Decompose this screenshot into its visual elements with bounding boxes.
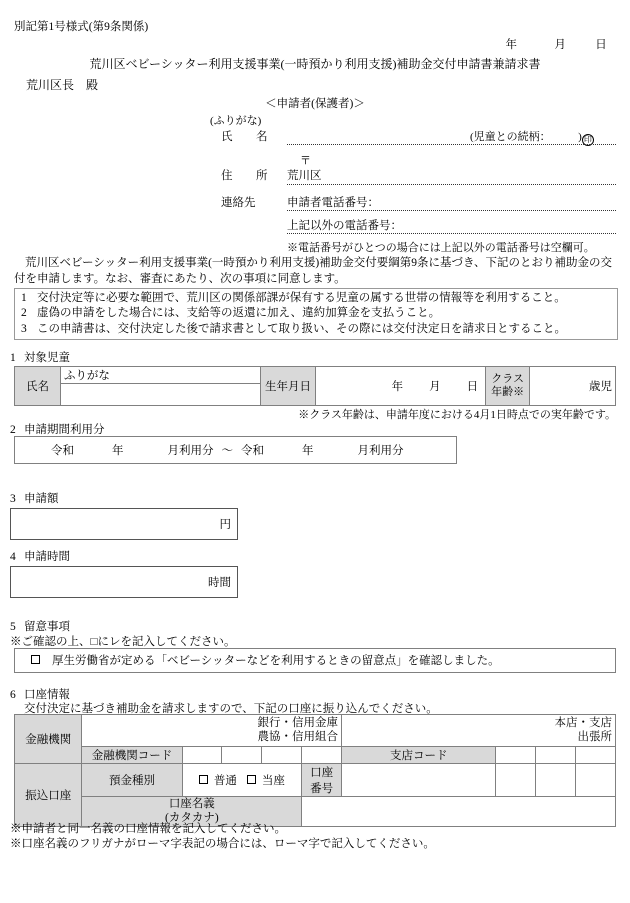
consent-item-number: 1 bbox=[21, 292, 27, 304]
section-5-number: 5 bbox=[10, 621, 16, 633]
branch-code-cell[interactable] bbox=[536, 747, 576, 764]
current-deposit-checkbox[interactable] bbox=[247, 775, 256, 784]
intro-paragraph: 荒川区ベビーシッター利用支援事業(一時預かり利用支援)補助金交付要綱第9条に基づき、下記のとおり補助金の交付を申請します。なお、審査にあたり、次の事項に同意します。 bbox=[14, 257, 613, 285]
consent-item-text: この申請書は、交付決定した後で請求書として取り扱い、その際には交付決定日を請求日とすること。 bbox=[37, 322, 566, 335]
page-title: 荒川区ベビーシッター利用支援事業(一時預かり利用支援)補助金交付申請書兼請求書 bbox=[89, 57, 541, 71]
branch-code-header: 支店コード bbox=[342, 747, 496, 764]
applicant-contact-label: 連絡先 bbox=[221, 197, 256, 209]
confirm-checkbox-label: 厚生労働省が定める「ベビーシッターなどを利用するときの留意点」を確認しました。 bbox=[52, 655, 500, 667]
applicant-section-heading: ＜申請者(保護者)＞ bbox=[265, 98, 365, 110]
class-age-header bbox=[486, 367, 530, 406]
child-name-input[interactable] bbox=[60, 384, 260, 406]
birth-day-label: 日 bbox=[466, 381, 479, 393]
date-line bbox=[488, 36, 616, 52]
institution-code-cell[interactable] bbox=[302, 747, 342, 764]
bank-kind-line1: 銀行・信用金庫 bbox=[257, 717, 339, 730]
date-year-label: 年 bbox=[505, 39, 517, 51]
section-heading-2 bbox=[10, 421, 105, 437]
branch-code-cell[interactable] bbox=[496, 747, 536, 764]
period-tilde: ～ bbox=[221, 445, 233, 457]
applicant-name-label: 氏 名 bbox=[221, 131, 274, 143]
form-number: 別記第1号様式(第9条関係) bbox=[14, 21, 149, 33]
period-month-to: 月利用分 bbox=[357, 445, 404, 457]
account-number-cell[interactable] bbox=[342, 764, 496, 797]
table-row bbox=[15, 747, 616, 764]
applicant-name-input[interactable] bbox=[287, 144, 616, 145]
section-6-number: 6 bbox=[10, 689, 16, 701]
section-heading-1 bbox=[10, 349, 70, 365]
confirm-checkbox[interactable] bbox=[31, 655, 40, 664]
branch-kind-line1: 本店・支店 bbox=[554, 717, 612, 730]
section-heading-4 bbox=[10, 548, 70, 564]
footer-note-2: ※口座名義のフリガナがローマ字表記の場合には、ローマ字で記入してください。 bbox=[10, 838, 435, 850]
seal-icon: 印 bbox=[583, 135, 592, 144]
period-year-from: 年 bbox=[112, 445, 124, 457]
birth-year-label: 年 bbox=[391, 381, 404, 393]
section-2-number: 2 bbox=[10, 424, 16, 436]
institution-code-cell[interactable] bbox=[222, 747, 262, 764]
child-furigana-label: ふりがな bbox=[60, 367, 260, 384]
consent-item bbox=[21, 306, 613, 321]
deposit-type-header: 預金種別 bbox=[82, 764, 182, 797]
child-birthdate-input[interactable] bbox=[316, 367, 486, 406]
table-row bbox=[15, 367, 616, 384]
section-2-title: 申請期間利用分 bbox=[24, 424, 105, 436]
class-age-header-line2: 年齢※ bbox=[491, 386, 525, 398]
financial-institution-header: 金融機関 bbox=[15, 715, 82, 764]
consent-box bbox=[14, 288, 618, 340]
institution-code-cell[interactable] bbox=[262, 747, 302, 764]
period-month-from: 月利用分 bbox=[167, 445, 214, 457]
postal-code-mark: 〒 bbox=[300, 155, 311, 167]
age-unit-label: 歳児 bbox=[589, 381, 612, 393]
section-6-title: 口座情報 bbox=[24, 689, 70, 701]
bank-intro-text: 交付決定に基づき補助金を請求しますので、下記の口座に振り込んでください。 bbox=[24, 703, 438, 715]
account-holder-line2: (カタカナ) bbox=[164, 811, 219, 824]
account-holder-input[interactable] bbox=[302, 797, 616, 827]
footer-note-1: ※申請者と同一名義の口座情報を記入してください。 bbox=[10, 823, 286, 835]
applicant-address-input[interactable] bbox=[287, 184, 616, 185]
consent-item bbox=[21, 322, 613, 337]
deposit-type-options[interactable] bbox=[182, 764, 302, 797]
date-month-label: 月 bbox=[554, 39, 566, 51]
bank-name-input[interactable] bbox=[82, 715, 342, 747]
application-period-input[interactable] bbox=[14, 436, 457, 464]
child-name-header: 氏名 bbox=[15, 367, 61, 406]
amount-unit-label: 円 bbox=[219, 519, 231, 531]
section-4-number: 4 bbox=[10, 551, 16, 563]
account-number-cell[interactable] bbox=[496, 764, 536, 797]
hours-unit-label: 時間 bbox=[208, 577, 231, 589]
class-age-note: ※クラス年齢は、申請年度における4月1日時点での実年齢です。 bbox=[298, 409, 616, 421]
child-info-table bbox=[14, 366, 616, 406]
application-hours-input[interactable] bbox=[10, 566, 238, 598]
bank-kind-line2: 農協・信用組合 bbox=[257, 730, 339, 743]
notice-instruction: ※ご確認の上、□にレを記入してください。 bbox=[10, 636, 236, 648]
section-heading-3 bbox=[10, 490, 59, 506]
section-5-title: 留意事項 bbox=[24, 621, 70, 633]
section-3-title: 申請額 bbox=[24, 493, 59, 505]
ordinary-deposit-label: 普通 bbox=[213, 775, 237, 787]
consent-item-number: 3 bbox=[21, 322, 27, 335]
section-3-number: 3 bbox=[10, 493, 16, 505]
applicant-tel-secondary-label: 上記以外の電話番号： bbox=[287, 220, 402, 232]
bank-account-table bbox=[14, 714, 616, 827]
consent-item bbox=[21, 291, 613, 306]
relation-to-child-text: (児童との続柄： ) bbox=[470, 131, 582, 143]
table-row bbox=[15, 764, 616, 797]
applicant-address-prefix: 荒川区 bbox=[287, 170, 322, 182]
section-1-title: 対象児童 bbox=[24, 352, 70, 364]
consent-item-text: 虚偽の申請をした場合には、支給等の返還に加え、違約加算金を支払うこと。 bbox=[37, 307, 441, 320]
applicant-tel-primary-label: 申請者電話番号： bbox=[287, 197, 379, 209]
branch-kind-line2: 出張所 bbox=[577, 730, 612, 743]
child-birthdate-header: 生年月日 bbox=[260, 367, 316, 406]
ordinary-deposit-checkbox[interactable] bbox=[199, 775, 208, 784]
branch-code-cell[interactable] bbox=[576, 747, 616, 764]
institution-code-header: 金融機関コード bbox=[82, 747, 182, 764]
section-1-number: 1 bbox=[10, 352, 16, 364]
transfer-account-header: 振込口座 bbox=[15, 764, 82, 827]
application-amount-input[interactable] bbox=[10, 508, 238, 540]
section-heading-5 bbox=[10, 618, 70, 634]
period-era-from: 令和 bbox=[51, 445, 74, 457]
period-era-to: 令和 bbox=[241, 445, 264, 457]
branch-name-input[interactable] bbox=[342, 715, 616, 747]
applicant-address-label: 住 所 bbox=[221, 170, 274, 182]
class-age-header-line1: クラス bbox=[491, 373, 524, 386]
period-year-to: 年 bbox=[302, 445, 314, 457]
addressee: 荒川区長 殿 bbox=[26, 78, 99, 92]
consent-item-number: 2 bbox=[21, 307, 27, 320]
notice-confirm-row[interactable] bbox=[14, 648, 616, 673]
telephone-note: ※電話番号がひとつの場合には上記以外の電話番号は空欄可。 bbox=[287, 242, 595, 254]
class-age-input[interactable] bbox=[530, 367, 616, 406]
section-4-title: 申請時間 bbox=[24, 551, 70, 563]
current-deposit-label: 当座 bbox=[261, 775, 285, 787]
table-row bbox=[15, 715, 616, 747]
birth-month-label: 月 bbox=[429, 381, 441, 393]
applicant-tel-secondary-input[interactable] bbox=[287, 233, 616, 234]
date-day-label: 日 bbox=[595, 39, 607, 51]
applicant-furigana-label: (ふりがな) bbox=[210, 115, 262, 127]
consent-item-text: 交付決定等に必要な範囲で、荒川区の関係部課が保有する児童の属する世帯の情報等を利用すること。 bbox=[37, 292, 566, 304]
account-holder-line1: 口座名義 bbox=[168, 797, 215, 810]
institution-code-cell[interactable] bbox=[182, 747, 222, 764]
applicant-tel-primary-input[interactable] bbox=[287, 210, 616, 211]
account-number-cell[interactable] bbox=[536, 764, 576, 797]
account-number-cell[interactable] bbox=[576, 764, 616, 797]
account-number-header: 口座番号 bbox=[302, 764, 342, 797]
